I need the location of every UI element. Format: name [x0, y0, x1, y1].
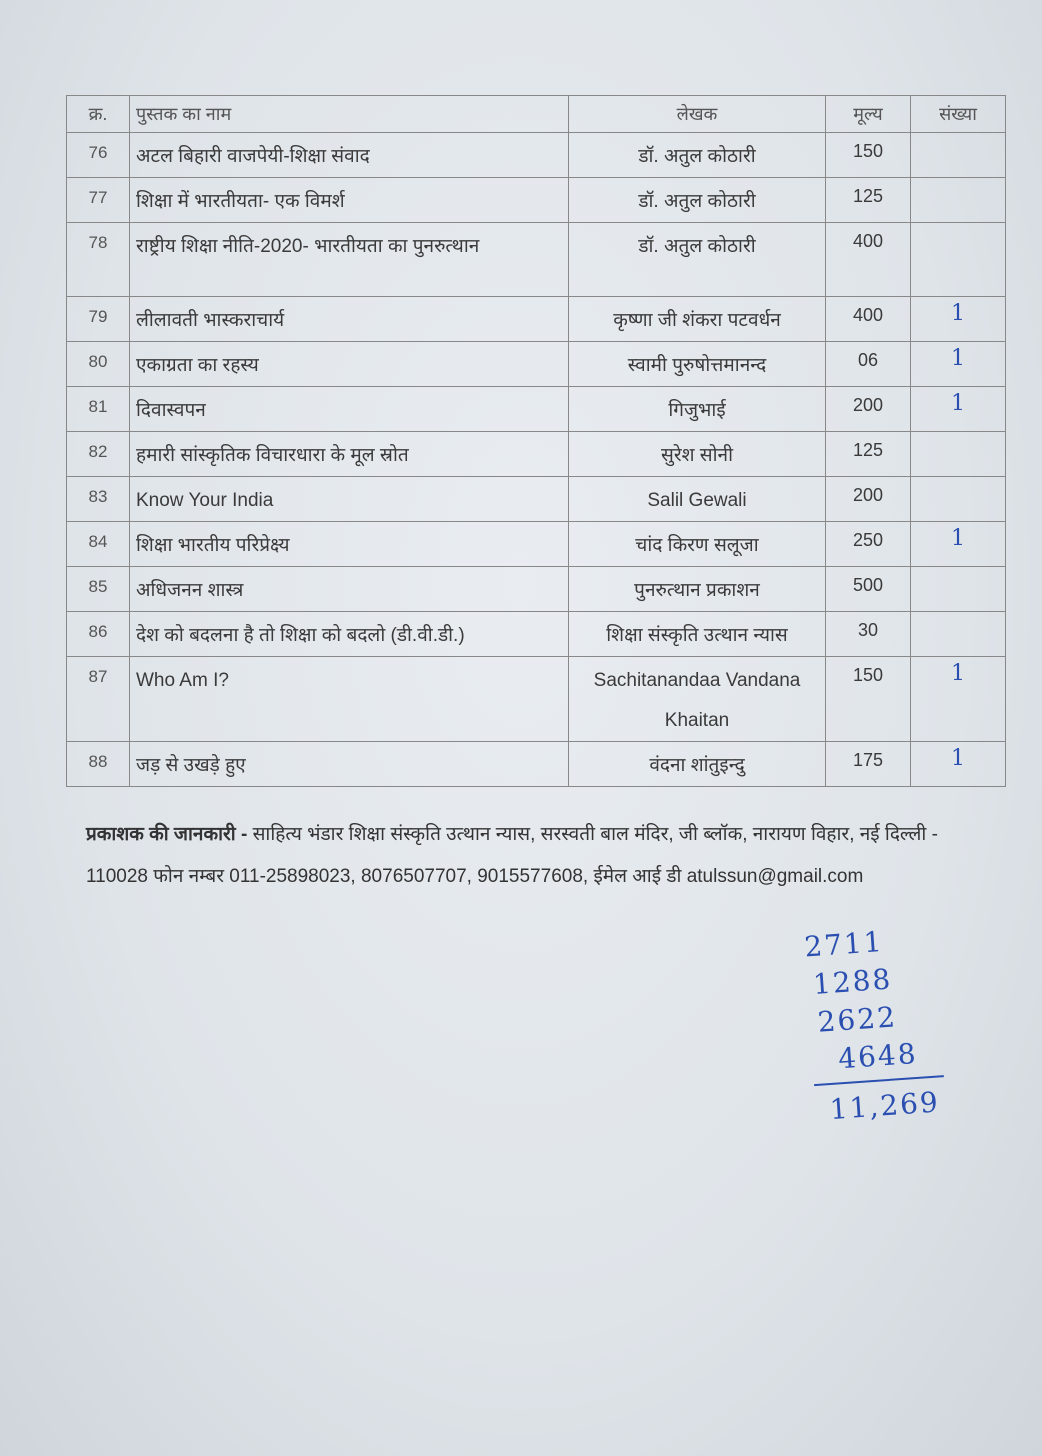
author-cell: स्वामी पुरुषोत्तमानन्द: [569, 342, 826, 387]
price-cell: 500: [826, 567, 911, 612]
publisher-info: [86, 814, 976, 898]
addend: 1288: [811, 962, 894, 1001]
addend: 4648: [837, 1036, 919, 1076]
header-title: पुस्तक का नाम: [130, 96, 569, 133]
title-cell: देश को बदलना है तो शिक्षा को बदलो (डी.वी.डी.): [130, 612, 569, 657]
table-row: [67, 477, 1006, 522]
serial-cell: 87: [67, 657, 130, 742]
price-cell: 125: [826, 432, 911, 477]
quantity-cell: [911, 178, 1006, 223]
price-cell: 06: [826, 342, 911, 387]
table-row: [67, 432, 1006, 477]
author-cell: पुनरुत्थान प्रकाशन: [569, 567, 826, 612]
table-row: [67, 297, 1006, 342]
quantity-cell: 1: [911, 297, 1006, 342]
table-row: [67, 567, 1006, 612]
sum-total: 11,269: [828, 1085, 941, 1127]
quantity-cell: [911, 432, 1006, 477]
title-cell: Know Your India: [130, 477, 569, 522]
table-row: [67, 657, 1006, 742]
header-serial: क्र.: [67, 96, 130, 133]
price-cell: 150: [826, 657, 911, 742]
serial-cell: 85: [67, 567, 130, 612]
table-row: [67, 178, 1006, 223]
title-cell: अधिजनन शास्त्र: [130, 567, 569, 612]
title-cell: जड़ से उखड़े हुए: [130, 742, 569, 787]
quantity-cell: 1: [911, 342, 1006, 387]
price-cell: 30: [826, 612, 911, 657]
serial-cell: 79: [67, 297, 130, 342]
serial-cell: 80: [67, 342, 130, 387]
title-cell: शिक्षा में भारतीयता- एक विमर्श: [130, 178, 569, 223]
serial-cell: 83: [67, 477, 130, 522]
quantity-cell: [911, 133, 1006, 178]
author-cell: वंदना शांतुइन्दु: [569, 742, 826, 787]
handwritten-sum: [803, 916, 997, 1130]
author-cell: चांद किरण सलूजा: [569, 522, 826, 567]
addend: 2622: [816, 1000, 898, 1039]
table-row: [67, 742, 1006, 787]
serial-cell: 82: [67, 432, 130, 477]
title-cell: राष्ट्रीय शिक्षा नीति-2020- भारतीयता का पुनरुत्थान: [130, 223, 569, 297]
serial-cell: 81: [67, 387, 130, 432]
document-page: [66, 0, 1004, 1127]
title-cell: शिक्षा भारतीय परिप्रेक्ष्य: [130, 522, 569, 567]
serial-cell: 88: [67, 742, 130, 787]
serial-cell: 77: [67, 178, 130, 223]
author-cell: शिक्षा संस्कृति उत्थान न्यास: [569, 612, 826, 657]
quantity-cell: 1: [911, 387, 1006, 432]
table-header-row: [67, 96, 1006, 133]
header-author: लेखक: [569, 96, 826, 133]
author-cell: डॉ. अतुल कोठारी: [569, 133, 826, 178]
quantity-cell: [911, 612, 1006, 657]
title-cell: एकाग्रता का रहस्य: [130, 342, 569, 387]
price-cell: 400: [826, 297, 911, 342]
table-row: [67, 223, 1006, 297]
table-row: [67, 133, 1006, 178]
price-cell: 200: [826, 387, 911, 432]
table-row: [67, 342, 1006, 387]
author-cell: डॉ. अतुल कोठारी: [569, 223, 826, 297]
addend: 2711: [803, 924, 885, 964]
serial-cell: 84: [67, 522, 130, 567]
table-row: [67, 522, 1006, 567]
author-cell: डॉ. अतुल कोठारी: [569, 178, 826, 223]
serial-cell: 76: [67, 133, 130, 178]
author-cell: Sachitanandaa Vandana Khaitan: [569, 657, 826, 742]
quantity-cell: 1: [911, 522, 1006, 567]
serial-cell: 78: [67, 223, 130, 297]
title-cell: दिवास्वपन: [130, 387, 569, 432]
header-price: मूल्य: [826, 96, 911, 133]
table-row: [67, 612, 1006, 657]
header-quantity: संख्या: [911, 96, 1006, 133]
author-cell: Salil Gewali: [569, 477, 826, 522]
quantity-cell: [911, 223, 1006, 297]
author-cell: गिजुभाई: [569, 387, 826, 432]
serial-cell: 86: [67, 612, 130, 657]
title-cell: हमारी सांस्कृतिक विचारधारा के मूल स्रोत: [130, 432, 569, 477]
publisher-text: साहित्य भंडार शिक्षा संस्कृति उत्थान न्यास, सरस्वती बाल मंदिर, जी ब्लॉक, नारायण विहार, नई दिल्ली - 110028 फोन नम्बर 011-25898023, 8076507707, 9015577608, ईमेल आई डी atulssun@gmail.com: [86, 824, 938, 887]
price-cell: 200: [826, 477, 911, 522]
price-cell: 150: [826, 133, 911, 178]
price-cell: 400: [826, 223, 911, 297]
book-list-table: [66, 95, 1006, 787]
quantity-cell: [911, 477, 1006, 522]
quantity-cell: [911, 567, 1006, 612]
author-cell: सुरेश सोनी: [569, 432, 826, 477]
author-cell: कृष्णा जी शंकरा पटवर्धन: [569, 297, 826, 342]
title-cell: Who Am I?: [130, 657, 569, 742]
quantity-cell: 1: [911, 657, 1006, 742]
price-cell: 175: [826, 742, 911, 787]
title-cell: लीलावती भास्कराचार्य: [130, 297, 569, 342]
table-row: [67, 387, 1006, 432]
quantity-cell: 1: [911, 742, 1006, 787]
price-cell: 125: [826, 178, 911, 223]
publisher-label: प्रकाशक की जानकारी -: [86, 824, 248, 845]
title-cell: अटल बिहारी वाजपेयी-शिक्षा संवाद: [130, 133, 569, 178]
price-cell: 250: [826, 522, 911, 567]
